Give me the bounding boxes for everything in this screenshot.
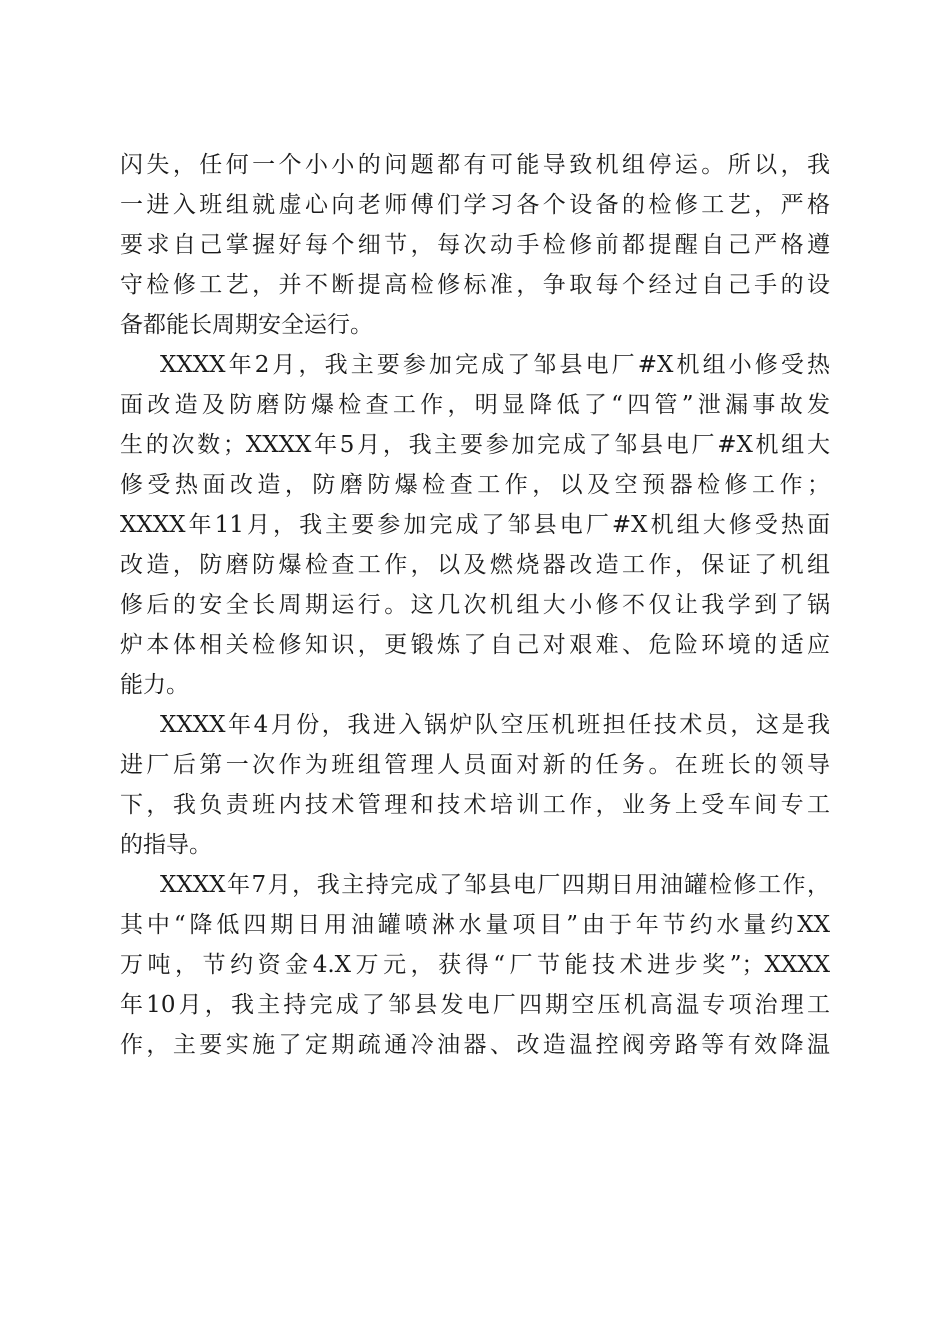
text-line: 改造，防磨防爆检查工作，以及燃烧器改造工作，保证了机组 (120, 552, 830, 578)
text-line: 其中“降低四期日用油罐喷淋水量项目”由于年节约水量约XX (120, 912, 830, 938)
text-line: 作，主要实施了定期疏通冷油器、改造温控阀旁路等有效降温 (120, 1032, 830, 1058)
text-line: 炉本体相关检修知识，更锻炼了自己对艰难、危险环境的适应 (120, 632, 830, 658)
text-line: 一进入班组就虚心向老师傅们学习各个设备的检修工艺，严格 (120, 192, 830, 218)
text-line: 生的次数；XXXX年5月，我主要参加完成了邹县电厂#X机组大 (120, 432, 830, 458)
text-line: 能力。 (120, 672, 189, 698)
text-line: XXXX年4月份，我进入锅炉队空压机班担任技术员，这是我 (160, 712, 830, 738)
text-line: 面改造及防磨防爆检查工作，明显降低了“四管”泄漏事故发 (120, 392, 830, 418)
text-line: 修受热面改造，防磨防爆检查工作，以及空预器检修工作； (120, 472, 830, 498)
text-line: 备都能长周期安全运行。 (120, 312, 373, 338)
text-line: 年10月，我主持完成了邹县发电厂四期空压机高温专项治理工 (120, 992, 830, 1018)
text-line: XXXX年2月，我主要参加完成了邹县电厂#X机组小修受热 (160, 352, 830, 378)
text-line: 闪失，任何一个小小的问题都有可能导致机组停运。所以，我 (120, 152, 830, 178)
text-line: XXXX年11月，我主要参加完成了邹县电厂#X机组大修受热面 (120, 512, 830, 538)
text-line: 下，我负责班内技术管理和技术培训工作，业务上受车间专工 (120, 792, 830, 818)
text-line: 要求自己掌握好每个细节，每次动手检修前都提醒自己严格遵 (120, 232, 830, 258)
text-line: 进厂后第一次作为班组管理人员面对新的任务。在班长的领导 (120, 752, 830, 778)
text-line: 守检修工艺，并不断提高检修标准，争取每个经过自己手的设 (120, 272, 830, 298)
text-line: 的指导。 (120, 832, 212, 858)
body-text (120, 145, 830, 1065)
text-line: XXXX年7月，我主持完成了邹县电厂四期日用油罐检修工作， (160, 872, 830, 898)
text-line: 万吨，节约资金4.X万元，获得“厂节能技术进步奖”；XXXX (120, 952, 830, 978)
text-line: 修后的安全长周期运行。这几次机组大小修不仅让我学到了锅 (120, 592, 830, 618)
